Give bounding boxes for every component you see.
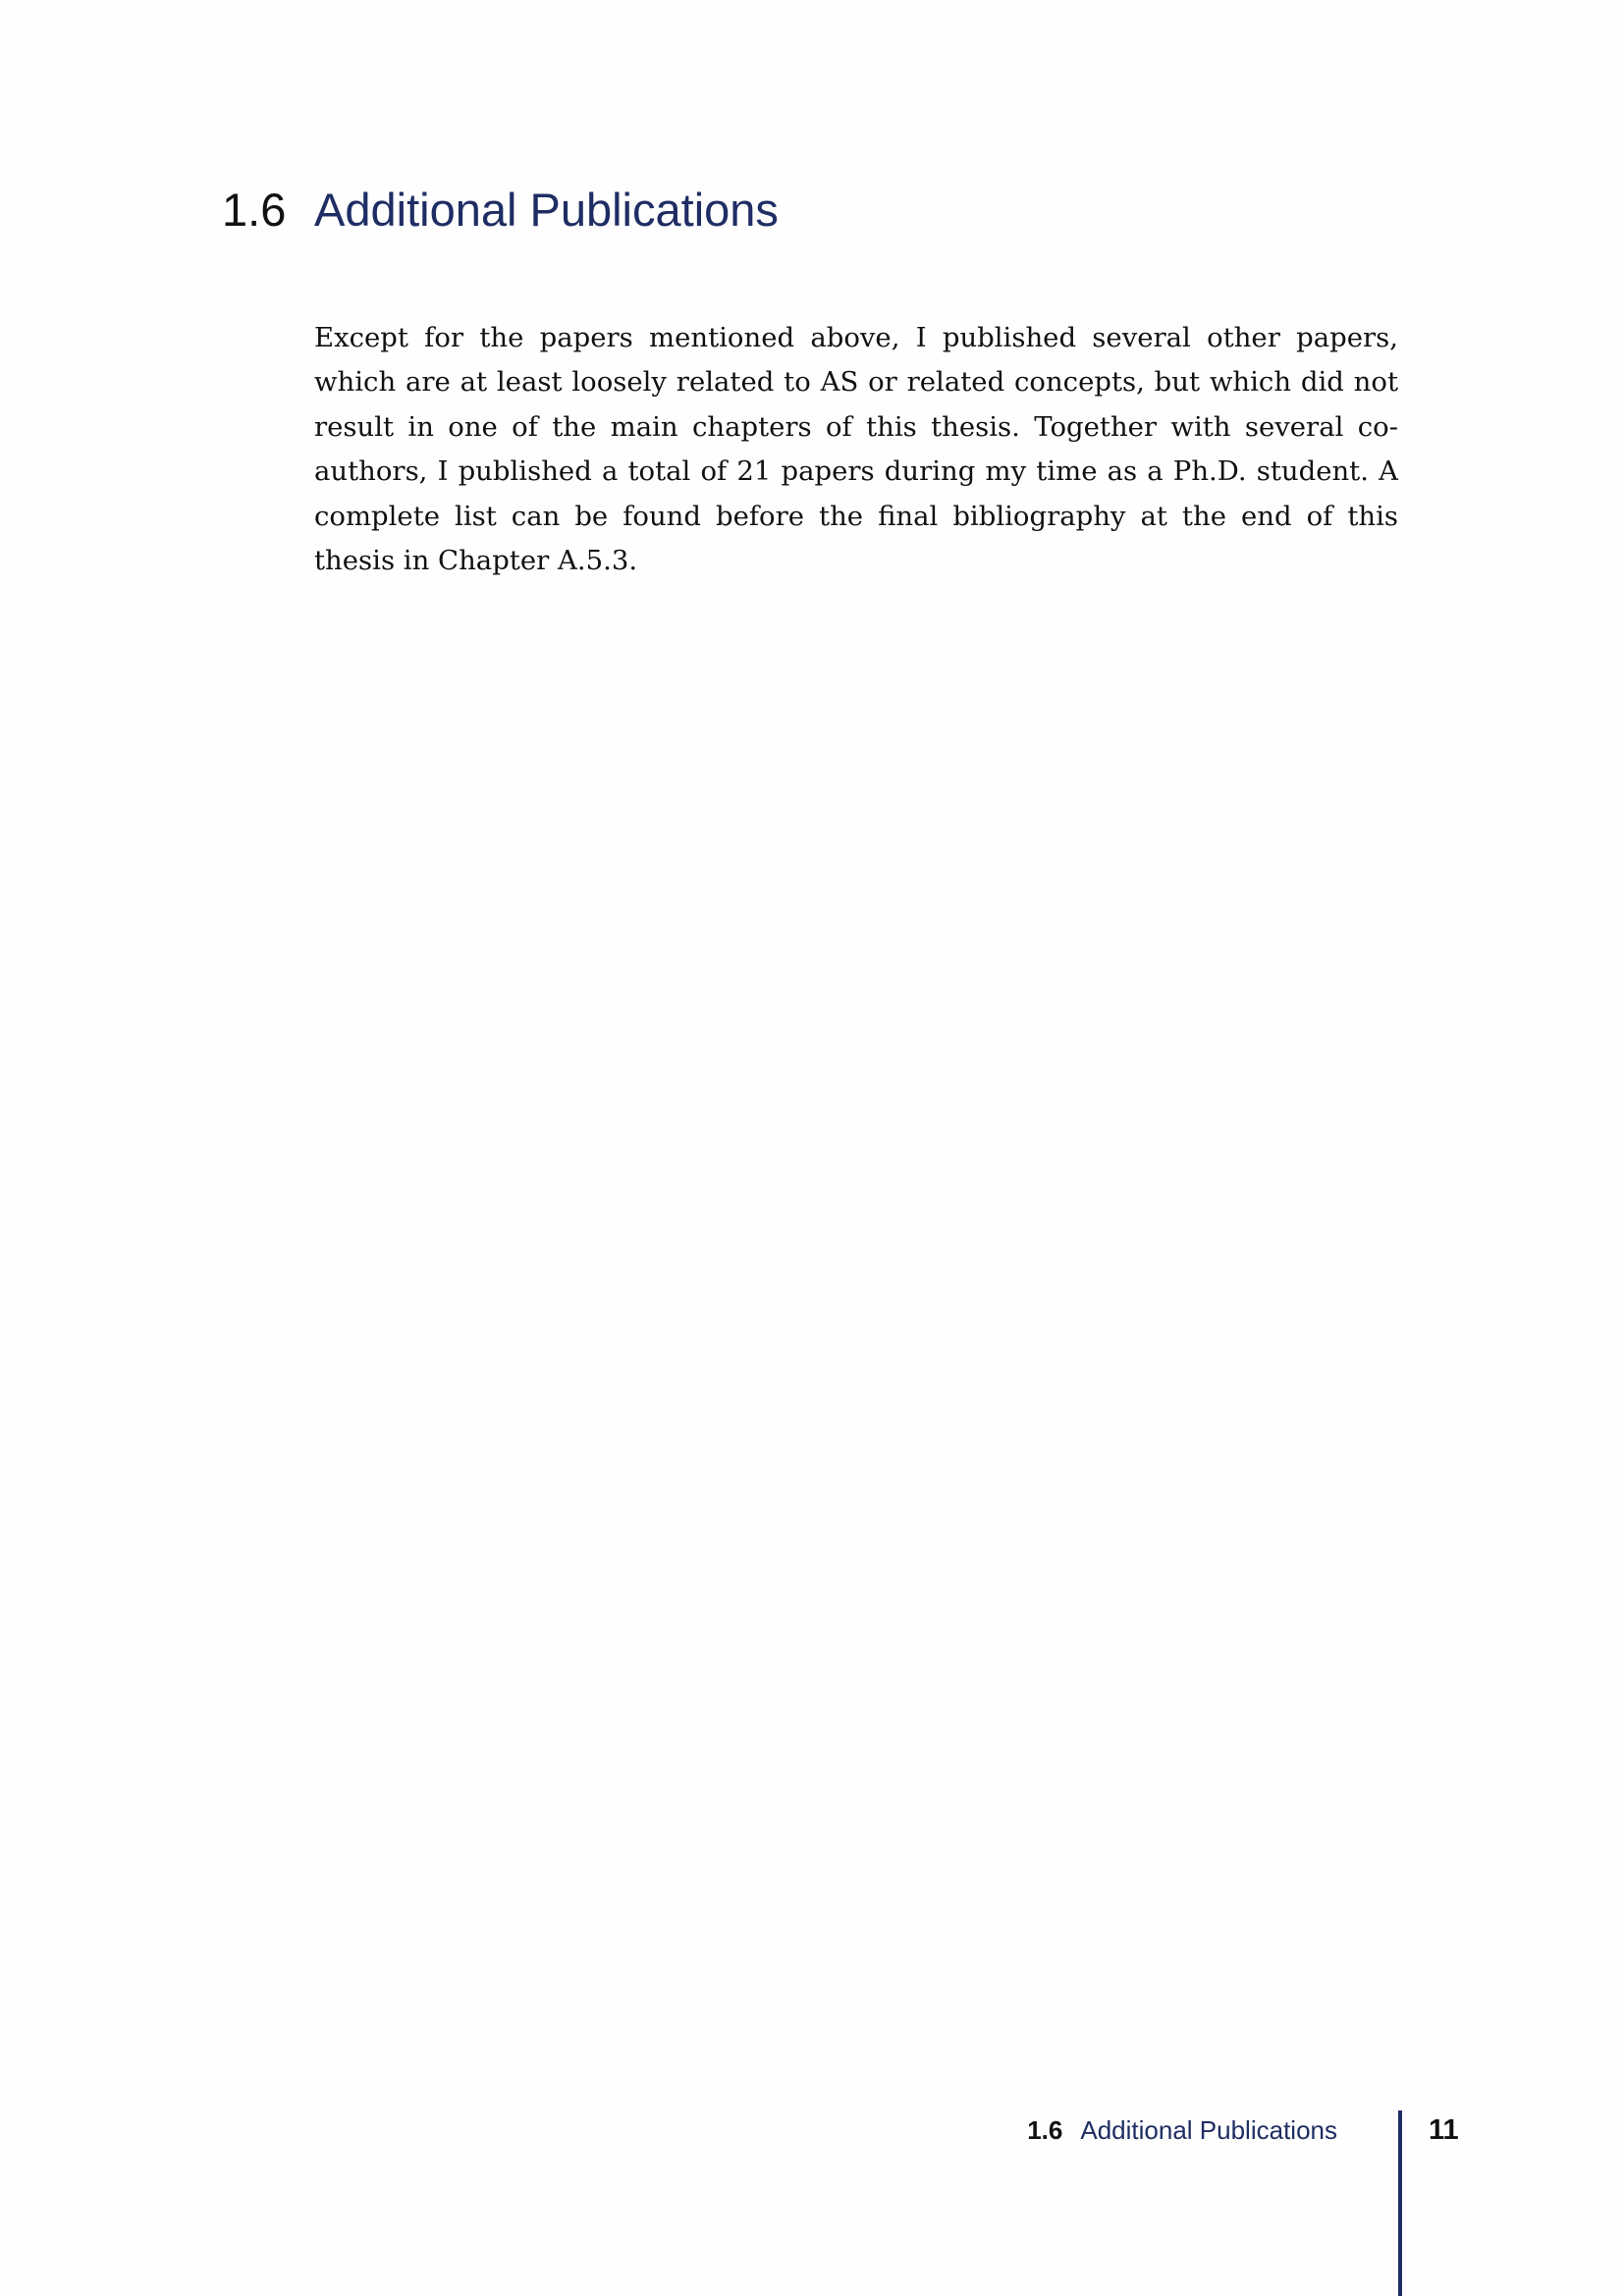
running-header [1027, 2110, 1337, 2150]
section-heading [222, 183, 779, 238]
page-footer [0, 2110, 1624, 2150]
section-title: Additional Publications [314, 184, 779, 236]
footer-section-number: 1.6 [1027, 2115, 1063, 2145]
footer-section-title: Additional Publications [1080, 2115, 1337, 2145]
section-number: 1.6 [222, 184, 287, 236]
body-paragraph: Except for the papers mentioned above, I published several other papers, which are at least loosely related to AS or related concepts, but which did not result in one of the main chapters of this thesis. Together with several co-authors, I published a total of 21 papers during my time as a Ph.D. student. A complete list can be found before the final bibliography at the end of this thesis in Chapter A.5.3. [314, 322, 1398, 577]
page-number: 11 [1429, 2114, 1459, 2146]
footer-vertical-rule [1398, 2110, 1402, 2296]
